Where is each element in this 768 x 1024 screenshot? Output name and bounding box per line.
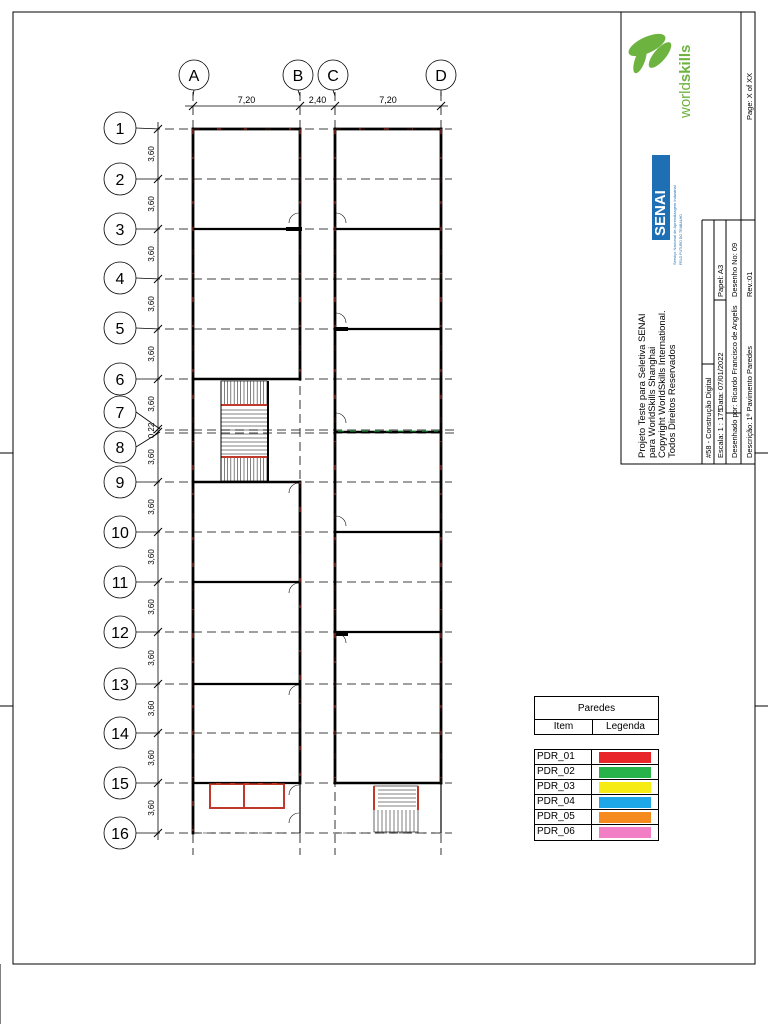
door-swing <box>289 813 299 823</box>
column-dimension: 7,20 <box>379 95 397 105</box>
project-line: para WorldSkills Shanghai <box>647 346 658 458</box>
closet <box>210 784 284 808</box>
legend-color-swatch <box>599 812 651 823</box>
row-label: 9 <box>115 475 125 492</box>
row-label: 13 <box>111 677 129 694</box>
row-label: 15 <box>111 776 129 793</box>
row-label: 2 <box>115 172 125 189</box>
row-label: 5 <box>115 321 125 338</box>
legend-header-item: Item <box>535 720 593 734</box>
legend-row <box>535 825 658 840</box>
description: Descrição: 1º Pavimento Paredes <box>745 346 754 458</box>
legend-color-swatch <box>599 752 651 763</box>
column-label: A <box>188 68 200 85</box>
row-dimension: 3,60 <box>147 196 156 212</box>
paper: Papel: A3 <box>716 264 725 297</box>
column-label: C <box>327 68 339 85</box>
scale: Escala: 1 : 175 <box>716 408 725 458</box>
legend-row <box>535 780 658 795</box>
legend-row <box>535 765 658 780</box>
legend-header-legend: Legenda <box>606 721 645 732</box>
row-dimension: 3,60 <box>147 650 156 666</box>
row-dimension: 3,60 <box>147 246 156 262</box>
row-label: 4 <box>115 271 125 288</box>
row-label: 3 <box>115 222 125 239</box>
project-line: Todos Direitos Reservados <box>667 344 678 458</box>
title-block <box>621 12 755 464</box>
legend-table <box>534 749 659 841</box>
door-swing <box>289 685 299 695</box>
row-label: 16 <box>111 826 129 843</box>
column-dimension: 7,20 <box>237 95 256 105</box>
project-line: Copyright WorldSkills International. <box>657 310 668 458</box>
door-swing <box>336 413 346 423</box>
floor-plan <box>193 129 441 833</box>
legend-item-name: PDR_03 <box>535 780 592 794</box>
row-label: 6 <box>115 372 125 389</box>
column-dimension: 2,40 <box>308 95 327 105</box>
row-dimension: 3,60 <box>147 346 156 362</box>
legend-color-swatch <box>599 797 651 808</box>
legend-row <box>535 795 658 810</box>
row-dimension: 3,60 <box>147 396 156 412</box>
legend-row <box>535 810 658 825</box>
senai-logo <box>652 155 683 265</box>
row-label: 8 <box>115 440 125 457</box>
grid-lines <box>165 92 455 855</box>
legend-item-name: PDR_04 <box>535 795 592 809</box>
door-swing <box>289 213 299 223</box>
column-label: D <box>435 68 447 85</box>
row-label: 12 <box>111 625 129 642</box>
row-bubbles <box>104 112 160 849</box>
svg-text:worldskills: worldskills <box>677 44 694 118</box>
legend-item-name: PDR_05 <box>535 810 592 824</box>
row-label: 7 <box>115 405 125 422</box>
legend-item-name: PDR_06 <box>535 825 592 840</box>
date: Data: 07/01/2022 <box>716 352 725 410</box>
row-label: 10 <box>111 525 129 542</box>
row-dimension: 0,22 <box>147 422 156 439</box>
legend-title: Paredes <box>534 696 659 720</box>
drawing-number: Desenho No: 09 <box>730 242 739 297</box>
row-label: 14 <box>111 726 129 743</box>
svg-text:Serviço Nacional de Aprendizag: Serviço Nacional de Aprendizagem Industrial <box>672 185 677 265</box>
legend-color-swatch <box>599 767 651 778</box>
drawn-by: Desenhado por: Ricardo Francisco de Angelis <box>730 305 739 458</box>
legend-row <box>535 750 658 765</box>
project-line: Projeto Teste para Seletiva SENAI <box>637 313 648 458</box>
door-swing <box>336 313 346 323</box>
door-swing <box>289 785 299 795</box>
door-swing <box>289 583 299 593</box>
row-label: 11 <box>111 575 129 592</box>
row-dimension: 3,60 <box>147 146 156 162</box>
legend-item-name: PDR_01 <box>535 750 592 764</box>
row-dimension: 3,60 <box>147 599 156 615</box>
worldskills-logo <box>625 29 694 119</box>
walls-legend <box>534 696 659 841</box>
row-dimension: 3,60 <box>147 700 156 717</box>
revision: Rev.:01 <box>745 271 754 297</box>
door-swing <box>336 516 346 526</box>
legend-color-swatch <box>599 782 651 793</box>
column-label: B <box>292 68 304 85</box>
row-label: 1 <box>115 121 125 138</box>
row-dimension: 3,60 <box>147 750 156 766</box>
legend-item-name: PDR_02 <box>535 765 592 779</box>
page-number: Page: X of XX <box>745 72 754 120</box>
competition: #58 - Construção Digital <box>704 377 713 458</box>
row-dimension: 3,60 <box>147 499 156 515</box>
row-dimension: 3,60 <box>147 296 156 312</box>
door-swing <box>289 483 299 493</box>
svg-text:SENAI: SENAI <box>652 190 669 236</box>
row-dimension: 3,60 <box>147 549 156 565</box>
legend-color-swatch <box>599 827 651 838</box>
legend-header <box>534 720 659 735</box>
door-swing <box>336 213 346 223</box>
row-dimension: 3,60 <box>147 800 156 816</box>
column-bubbles <box>179 60 456 96</box>
row-dimension: 3,60 <box>147 449 156 465</box>
svg-text:PELO FUTURO DO TRABALHO: PELO FUTURO DO TRABALHO <box>679 214 683 265</box>
